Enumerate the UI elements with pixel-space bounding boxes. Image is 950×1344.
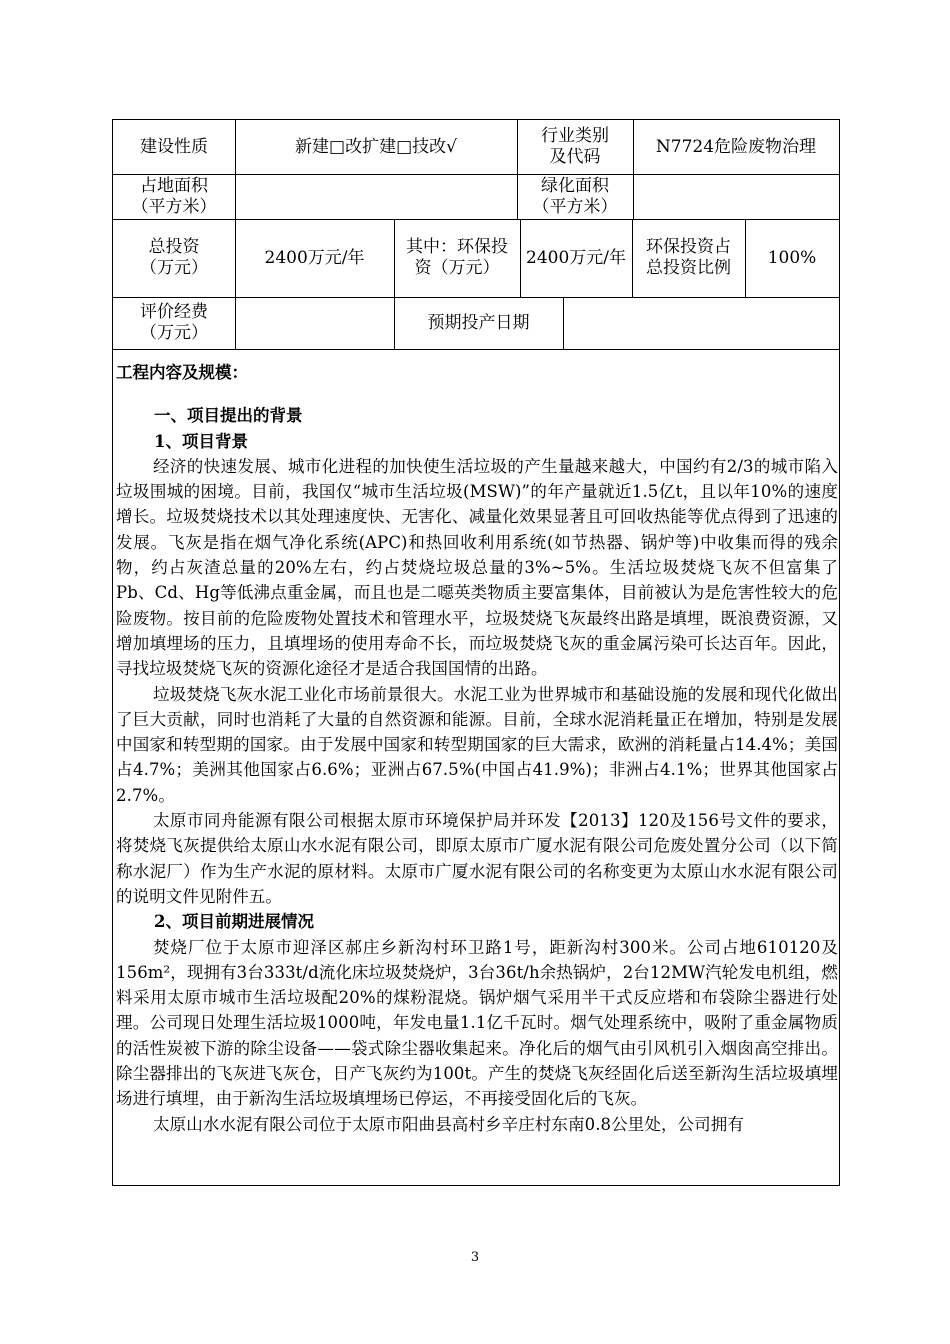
project-content: [116, 360, 838, 1137]
assessment-fee-label: 评价经费 （万元）: [140, 302, 208, 343]
land-area-value: [235, 174, 517, 219]
green-area-value: [633, 174, 839, 219]
paragraph: 太原市同舟能源有限公司根据太原市环境保护局并环发【2013】120及156号文件的要求，将焚烧飞灰提供给太原山水水泥有限公司，即原太原市广厦水泥有限公司危废处置分公司（以下简称水泥厂）作为生产水泥的原材料。太原市广厦水泥有限公司的名称变更为太原山水水泥有限公司的说明文件见附件五。: [116, 811, 838, 906]
subsection-heading: 2、项目前期进展情况: [154, 912, 314, 932]
main-heading: 工程内容及规模：: [116, 363, 248, 382]
assessment-fee-value: [235, 297, 394, 349]
construction-nature-value: 新建□改扩建□技改√: [295, 136, 457, 157]
env-investment-label: 其中：环保投 资（万元）: [406, 237, 508, 278]
paragraph: 焚烧厂位于太原市迎泽区郝庄乡新沟村环卫路1号，距新沟村300米。公司占地610120及156m²，现拥有3台333t/d流化床垃圾焚烧炉，3台36t/h余热锅炉，2台12MW汽轮发电机组，燃料采用太原市城市生活垃圾配20%的煤粉混烧。锅炉烟气采用半干式反应塔和布袋除尘器进行处理。公司现日处理生活垃圾1000吨，年发电量1.1亿千瓦时。烟气处理系统中，吸附了重金属物质的活性炭被下游的除尘设备——袋式除尘器收集起来。净化后的烟气由引风机引入烟囱高空排出。除尘器排出的飞灰进飞灰仓，日产飞灰约为100t。产生的焚烧飞灰经固化后送至新沟生活垃圾填埋场进行填埋，由于新沟生活垃圾填埋场已停运，不再接受固化后的飞灰。: [116, 937, 838, 1109]
land-area-label: 占地面积 （平方米）: [131, 175, 217, 217]
production-date-value: [563, 297, 839, 349]
construction-nature-label: 建设性质: [140, 136, 208, 157]
page-number: 3: [470, 1250, 480, 1265]
subsection-heading: 1、项目背景: [154, 431, 248, 451]
paragraph: 垃圾焚烧飞灰水泥工业化市场前景很大。水泥工业为世界城市和基础设施的发展和现代化做出了巨大贡献，同时也消耗了大量的自然资源和能源。目前，全球水泥消耗量正在增加，特别是发展中国家和转型期的国家。由于发展中国家和转型期国家的巨大需求，欧洲的消耗量占14.4%；美国占4.7%；美洲其他国家占6.6%；亚洲占67.5%(中国占41.9%)；非洲占4.1%；世界其他国家占2.7%。: [116, 684, 838, 805]
env-ratio-value: 100%: [767, 247, 817, 268]
env-investment-value: 2400万元/年: [526, 247, 626, 268]
green-area-label: 绿化面积 （平方米）: [532, 175, 618, 217]
production-date-label: 预期投产日期: [427, 312, 530, 333]
paragraph: 经济的快速发展、城市化进程的加快使生活垃圾的产生量越来越大，中国约有2/3的城市陷入垃圾围城的困境。目前，我国仅“城市生活垃圾(MSW)”的年产量就近1.5亿t，且以年10%的速度增长。垃圾焚烧技术以其处理速度快、无害化、减量化效果显著且可回收热能等优点得到了迅速的发展。飞灰是指在烟气净化系统(APC)和热回收利用系统(如节热器、锅炉等)中收集而得的残余物，约占灰渣总量的20%左右，约占焚烧垃圾总量的3%~5%。生活垃圾焚烧飞灰不但富集了Pb、Cd、Hg等低沸点重金属，而且也是二噁英类物质主要富集体，目前被认为是危害性较大的危险废物。按目前的危险废物处置技术和管理水平，垃圾焚烧飞灰最终出路是填埋，既浪费资源，又增加填埋场的压力，且填埋场的使用寿命不长，而垃圾焚烧飞灰的重金属污染可长达百年。因此，寻找垃圾焚烧飞灰的资源化途径才是适合我国国情的出路。: [116, 456, 838, 679]
paragraph: 太原山水水泥有限公司位于太原市阳曲县高村乡辛庄村东南0.8公里处，公司拥有: [153, 1114, 744, 1134]
industry-code-label: 行业类别 及代码: [541, 126, 609, 167]
env-ratio-label: 环保投资占 总投资比例: [646, 237, 731, 278]
section-heading: 一、项目提出的背景: [154, 406, 303, 426]
total-investment-label: 总投资 （万元）: [140, 237, 208, 278]
industry-code-value: N7724危险废物治理: [655, 136, 817, 157]
row-divider: [113, 349, 839, 350]
total-investment-value: 2400万元/年: [264, 247, 365, 268]
